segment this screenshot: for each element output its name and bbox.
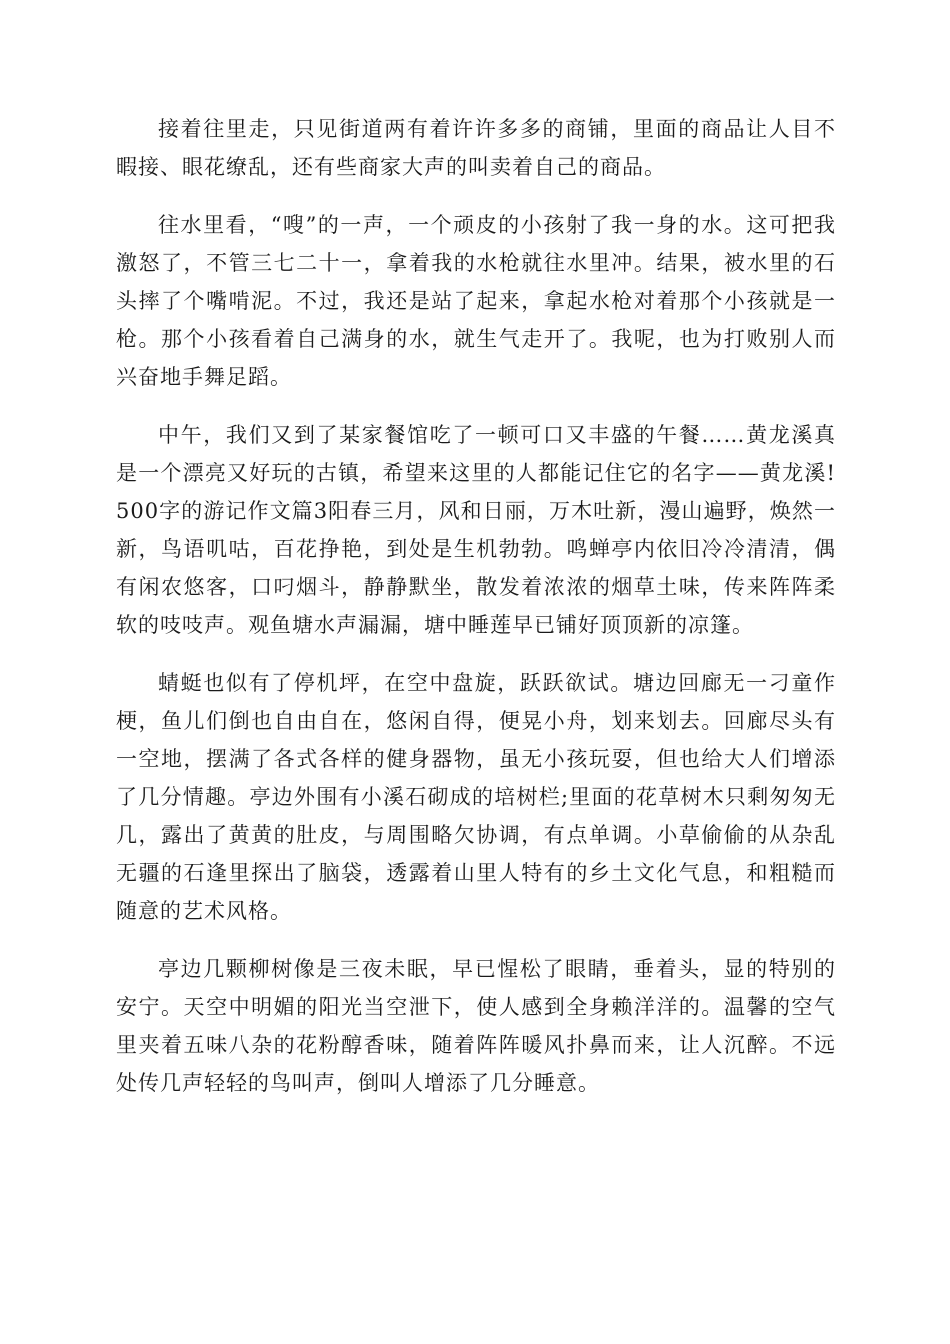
document-body [116, 110, 836, 1122]
paragraph-2: 往水里看，“嗖”的一声，一个顽皮的小孩射了我一身的水。这可把我激怒了，不管三七二十一，拿着我的水枪就往水里冲。结果，被水里的石头摔了个嘴啃泥。不过，我还是站了起来，拿起水枪对着那个小孩就是一枪。那个小孩看着自己满身的水，就生气走开了。我呢，也为打败别人而兴奋地手舞足蹈。 [116, 213, 836, 389]
paragraph-3: 中午，我们又到了某家餐馆吃了一顿可口又丰盛的午餐……黄龙溪真是一个漂亮又好玩的古镇，希望来这里的人都能记住它的名字——黄龙溪!500字的游记作文篇3阳春三月，风和日丽，万木吐新，漫山遍野，焕然一新，鸟语叽咕，百花挣艳，到处是生机勃勃。鸣蝉亭内依旧冷冷清清，偶有闲农悠客，口叼烟斗，静静默坐，散发着浓浓的烟草土味，传来阵阵柔软的吱吱声。观鱼塘水声漏漏，塘中睡莲早已铺好顶顶新的凉篷。 [116, 423, 836, 637]
paragraph-5: 亭边几颗柳树像是三夜未眠，早已惺松了眼睛，垂着头，显的特别的安宁。天空中明媚的阳光当空泄下，使人感到全身赖洋洋的。温馨的空气里夹着五味八杂的花粉醇香味，随着阵阵暖风扑鼻而来，让人沉醉。不远处传几声轻轻的鸟叫声，倒叫人增添了几分睡意。 [116, 957, 836, 1095]
paragraph-1: 接着往里走，只见街道两有着许许多多的商铺，里面的商品让人目不暇接、眼花缭乱，还有些商家大声的叫卖着自己的商品。 [116, 117, 836, 179]
paragraph-4: 蜻蜓也似有了停机坪，在空中盘旋，跃跃欲试。塘边回廊无一刁童作梗，鱼儿们倒也自由自在，悠闲自得，便晃小舟，划来划去。回廊尽头有一空地，摆满了各式各样的健身器物，虽无小孩玩耍，但也给大人们增添了几分情趣。亭边外围有小溪石砌成的培树栏;里面的花草树木只剩匆匆无几，露出了黄黄的肚皮，与周围略欠协调，有点单调。小草偷偷的从杂乱无疆的石逢里探出了脑袋，透露着山里人特有的乡土文化气息，和粗糙而随意的艺术风格。 [116, 671, 836, 923]
